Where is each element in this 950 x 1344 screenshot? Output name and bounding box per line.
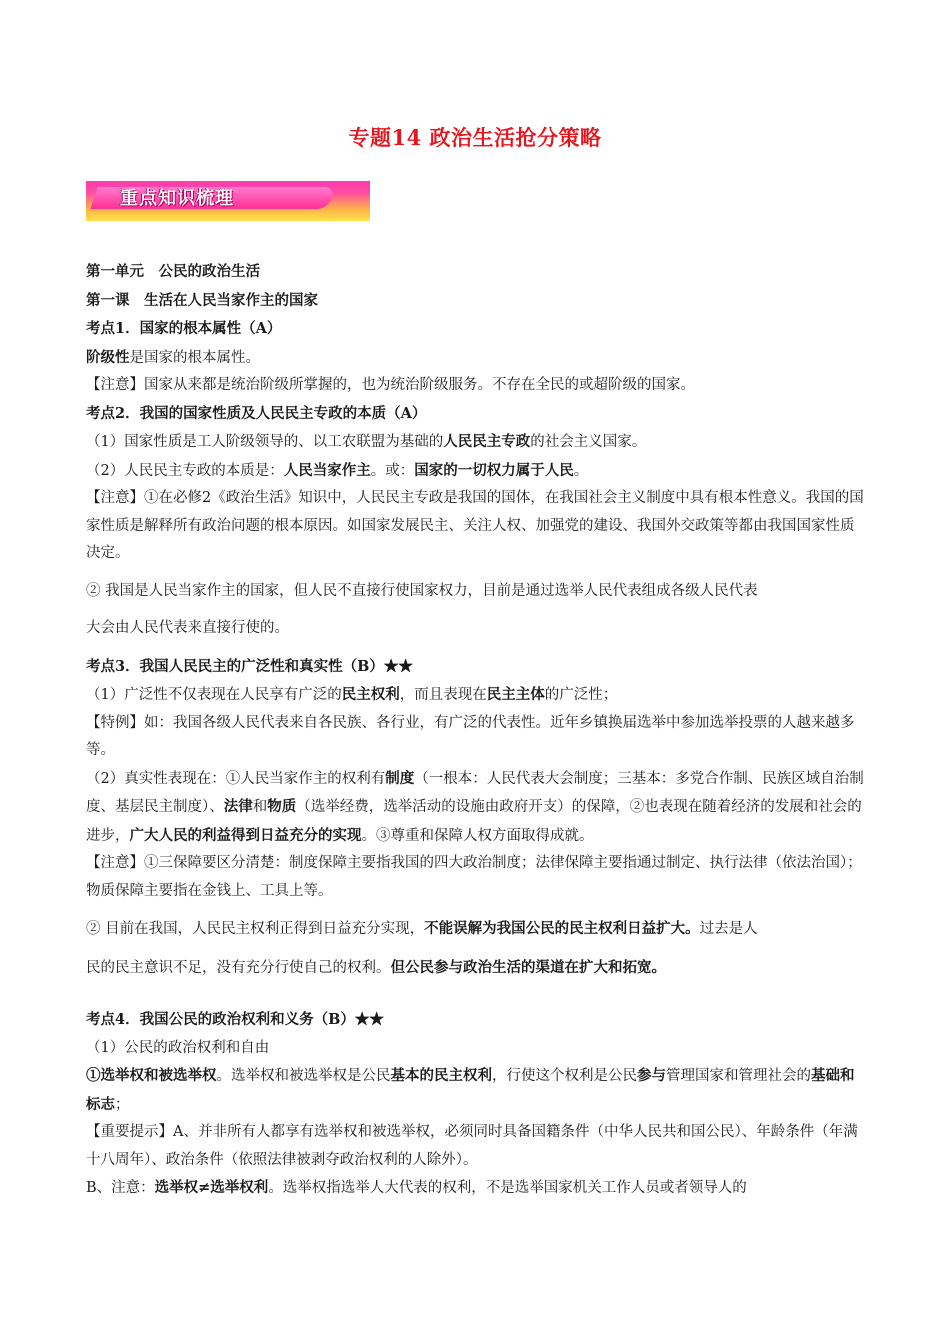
text-run: 【特例】如：我国各级人民代表来自各民族、各行业，有广泛的代表性。近年乡镇换届选举中参加选举投票的人越来越多等。 — [86, 714, 855, 758]
bold-text: 但公民参与政治生活的渠道在扩大和拓宽。 — [390, 958, 666, 976]
text-run: 的社会主义国家。 — [530, 434, 647, 450]
paragraph — [86, 1006, 864, 1035]
text-run: 。选举权指选举人大代表的权利，不是选举国家机关工作人员或者领导人的 — [268, 1180, 747, 1196]
text-run: 【注意】国家从来都是统治阶级所掌握的，也为统治阶级服务。不存在全民的或超阶级的国家。 — [86, 377, 695, 393]
text-run: 【注意】①在必修2《政治生活》知识中，人民民主专政是我国的国体，在我国社会主义制度中具有根本性意义。我国的国家性质是解释所有政治问题的根本原因。如国家发展民主、关注人权、加强党的建设、我国外交政策等都由我国国家性质决定。 — [86, 490, 864, 561]
paragraph — [86, 681, 864, 710]
bold-text: 考点3．我国人民民主的广泛性和真实性（B）★★ — [86, 657, 413, 675]
paragraph — [86, 1119, 864, 1174]
text-run: （1）公民的政治权利和自由 — [86, 1039, 270, 1056]
bold-text: 考点2．我国的国家性质及人民民主专政的本质（A） — [86, 404, 427, 422]
text-run: （2）真实性表现在：①人民当家作主的权利有 — [86, 770, 386, 787]
text-run: （选举经费，选举活动的设施由政府开支）的保障，②也表现在随着经济的发展和社会的进步， — [86, 799, 862, 844]
bold-text: 考点1．国家的根本属性（A） — [86, 320, 282, 337]
bold-text: 不能误解为我国公民的民主权利日益扩大。 — [424, 920, 700, 937]
text-run: 管理国家和管理社会的 — [666, 1068, 811, 1084]
text-run: B、注意： — [86, 1180, 155, 1196]
text-run: 过去是人 — [699, 921, 758, 937]
text-run: （1）国家性质是工人阶级领导的、以工农联盟为基础的 — [86, 434, 444, 450]
bold-text: 民主权利 — [341, 686, 400, 703]
text-run: ，而且表现在 — [399, 687, 487, 703]
bold-text: 基本的民主权利 — [390, 1067, 492, 1084]
paragraph — [86, 428, 864, 457]
bold-text: 物质 — [267, 798, 297, 815]
text-run: 大会由人民代表来直接行使的。 — [86, 620, 289, 636]
paragraph — [86, 1062, 864, 1119]
text-run: 。③尊重和保障人权方面取得成就。 — [361, 827, 594, 844]
paragraph — [86, 578, 864, 606]
bold-text: 广大人民的利益得到日益充分的实现 — [129, 826, 362, 844]
paragraph — [86, 915, 864, 944]
text-run: ② 目前在我国，人民民主权利正得到日益充分实现， — [86, 921, 425, 937]
text-run: 民的民主意识不足，没有充分行使自己的权利。 — [86, 959, 391, 976]
text-run: 【重要提示】A、并非所有人都享有选举权和被选举权，必须同时具备国籍条件（中华人民共和国公民）、年龄条件（年满十八周年）、政治条件（依照法律被剥夺政治权利的人除外）。 — [86, 1124, 858, 1168]
paragraph — [86, 287, 864, 316]
bold-text: 人民当家作主 — [283, 461, 371, 479]
text-run: 。选举权和被选举权是公民 — [216, 1068, 391, 1084]
bold-text: ①选举权和被选举权 — [86, 1067, 217, 1084]
bold-text: 第一课 生活在人民当家作主的国家 — [86, 291, 318, 309]
text-run: 。 — [573, 462, 589, 479]
paragraph — [86, 400, 864, 429]
page-title: 专题14 政治生活抢分策略 — [348, 125, 602, 150]
paragraph — [86, 765, 864, 851]
bold-text: 第一单元 公民的政治生活 — [86, 263, 260, 280]
paragraph — [86, 1174, 864, 1203]
text-run: 的广泛性； — [544, 687, 618, 703]
bold-text: 民主主体 — [486, 686, 545, 703]
text-run: （2）人民民主专政的本质是： — [86, 462, 284, 479]
paragraph — [86, 710, 864, 765]
text-run: ，行使这个权利是公民 — [492, 1068, 637, 1084]
paragraph — [86, 372, 864, 400]
bold-text: 国家的一切权力属于人民 — [414, 461, 574, 479]
bold-text: 制度 — [385, 769, 415, 787]
paragraph — [86, 1035, 864, 1063]
text-run: 。或： — [370, 462, 415, 479]
bold-text: 法律 — [223, 798, 253, 815]
paragraph — [86, 850, 864, 905]
section-banner — [86, 181, 370, 221]
banner-label: 重点知识梳理 — [120, 188, 234, 209]
paragraph — [86, 653, 864, 682]
bold-text: 选举权≠选举权利 — [154, 1179, 269, 1196]
paragraph — [86, 954, 864, 983]
paragraph — [86, 344, 864, 373]
paragraph — [86, 457, 864, 486]
text-run: ② 我国是人民当家作主的国家，但人民不直接行使国家权力，目前是通过选举人民代表组成各级人民代表 — [86, 582, 758, 599]
text-run: 和 — [252, 799, 268, 815]
bold-text: 阶级性 — [86, 348, 130, 366]
text-run: （1）广泛性不仅表现在人民享有广泛的 — [86, 687, 342, 703]
paragraph — [86, 485, 864, 568]
paragraph — [86, 258, 864, 287]
bold-text: 参与 — [637, 1067, 666, 1084]
paragraph — [86, 315, 864, 344]
text-run: （一根本：人民代表大会制度；三基本：多党合作制、民族区域自治制度、基层民主制度）、 — [86, 770, 864, 815]
text-run: ； — [115, 1096, 130, 1113]
bold-text: 人民民主专政 — [443, 433, 531, 450]
bold-text: 考点4．我国公民的政治权利和义务（B）★★ — [86, 1011, 384, 1028]
text-run: 是国家的根本属性。 — [129, 349, 260, 366]
bold-text: 基础和标志 — [86, 1067, 855, 1113]
text-run: 【注意】①三保障要区分清楚：制度保障主要指我国的四大政治制度；法律保障主要指通过制定、执行法律（依法治国）；物质保障主要指在金钱上、工具上等。 — [86, 855, 862, 899]
paragraph — [86, 615, 864, 643]
document-body — [86, 258, 864, 1203]
